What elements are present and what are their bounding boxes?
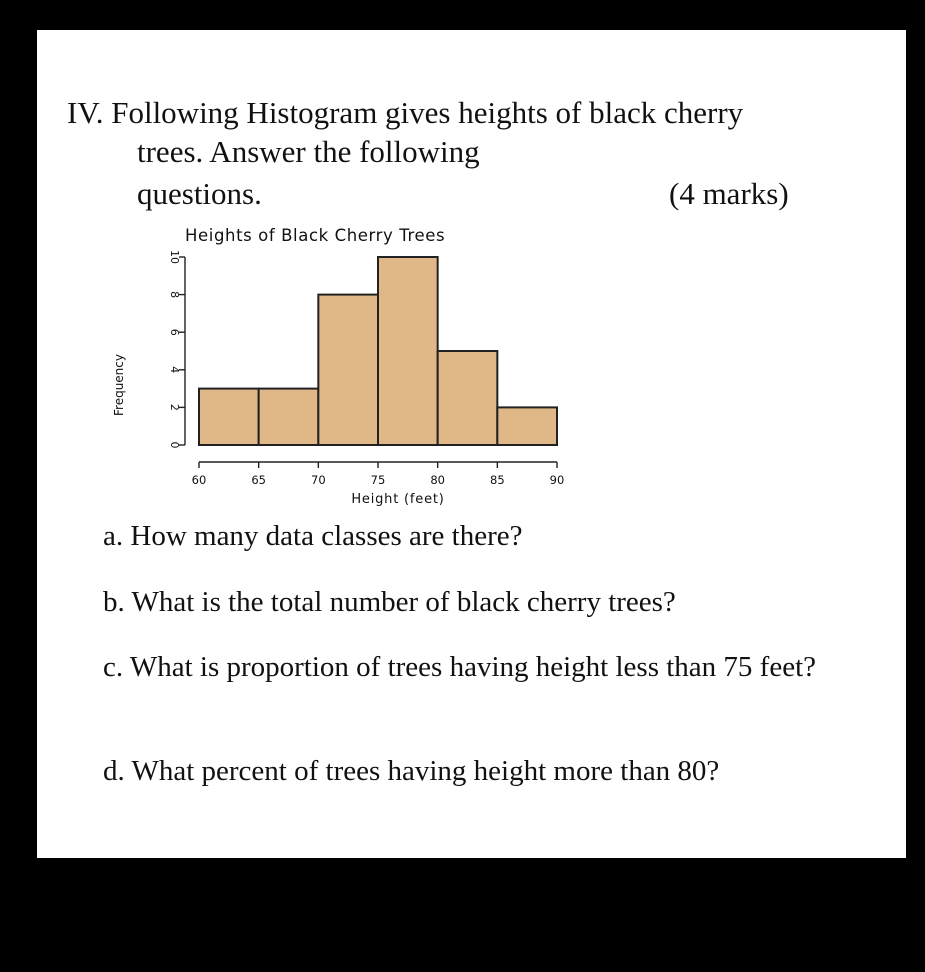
marks-label: (4 marks) (669, 176, 789, 211)
histogram-bar (438, 351, 498, 445)
chart-title: Heights of Black Cherry Trees (185, 226, 446, 245)
histogram-bar (497, 407, 557, 445)
y-axis-label: Frequency (112, 354, 126, 416)
x-axis (192, 462, 565, 487)
sub-question-a: a. How many data classes are there? (103, 520, 523, 552)
y-tick-label: 6 (168, 328, 181, 336)
x-tick-label: 70 (311, 473, 326, 487)
sub-question-c: c. What is proportion of trees having height less than 75 feet? (103, 651, 816, 683)
y-tick-label: 10 (168, 250, 181, 264)
x-tick-label: 85 (490, 473, 505, 487)
x-tick-label: 80 (430, 473, 445, 487)
x-tick-label: 75 (370, 473, 386, 487)
y-tick-label: 8 (168, 291, 181, 299)
histogram-bar (259, 389, 319, 445)
x-tick-label: 65 (251, 473, 266, 487)
y-tick-label: 4 (168, 366, 181, 374)
histogram-bar (199, 389, 259, 445)
x-tick-label: 60 (191, 473, 207, 487)
y-tick-label: 0 (168, 441, 181, 449)
histogram-bar (378, 257, 438, 445)
y-tick-label: 2 (168, 403, 181, 411)
histogram-bar (318, 295, 378, 445)
histogram-chart (97, 215, 617, 515)
sub-question-b: b. What is the total number of black cherry trees? (103, 586, 676, 618)
histogram-bars (199, 257, 557, 445)
question-heading-line3: questions. (137, 176, 262, 211)
question-heading-line2: trees. Answer the following (137, 134, 480, 169)
x-tick-label: 90 (549, 473, 565, 487)
sub-question-d: d. What percent of trees having height more than 80? (103, 755, 720, 787)
y-axis (168, 250, 185, 449)
x-axis-label: Height (feet) (351, 492, 445, 507)
worksheet-page (37, 30, 906, 858)
question-heading-line1: IV. Following Histogram gives heights of black cherry (67, 95, 744, 130)
